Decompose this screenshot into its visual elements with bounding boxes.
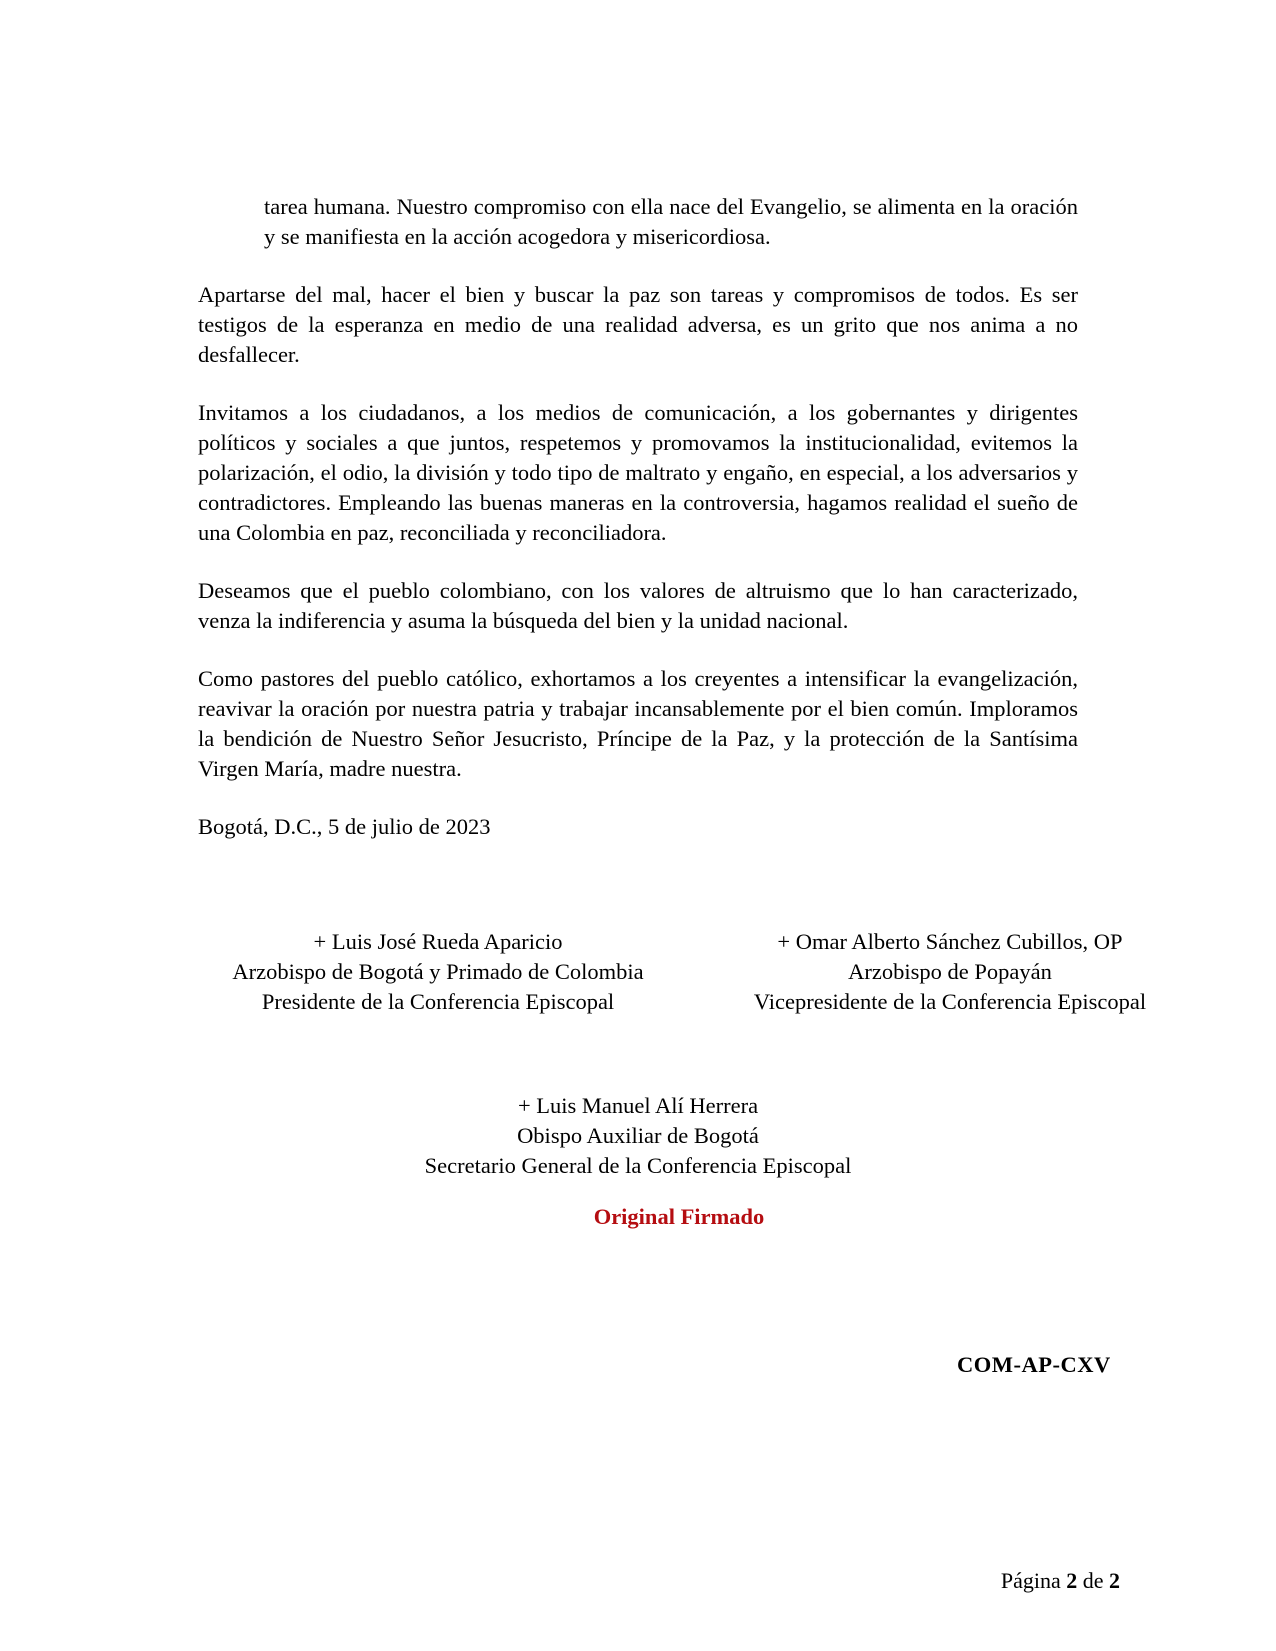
paragraph-invitamos: Invitamos a los ciudadanos, a los medios de comunicación, a los gobernantes y dirigentes políticos y sociales a que juntos, respetemos y promovamos la institucionalidad, evitemos la polarización, el odio, la división y todo tipo de maltrato y engaño, en especial, a los adversarios y contradictores. Empleando las buenas maneras en la controversia, hagamos realidad el sueño de una Colombia en paz, reconciliada y reconciliadora.	[198, 400, 1078, 545]
footer-separator: de	[1082, 1568, 1104, 1593]
signature-vicepresident	[718, 927, 1182, 1017]
signatory-name: + Omar Alberto Sánchez Cubillos, OP	[777, 929, 1123, 954]
signatory-name: + Luis Manuel Alí Herrera	[517, 1093, 759, 1118]
signatory-role: Arzobispo de Bogotá y Primado de Colombia	[232, 959, 644, 984]
footer-total-pages: 2	[1109, 1568, 1120, 1593]
original-signed-stamp: Original Firmado	[593, 1204, 765, 1229]
date-line: Bogotá, D.C., 5 de julio de 2023	[198, 814, 491, 839]
paragraph-apartarse: Apartarse del mal, hacer el bien y buscar la paz son tareas y compromisos de todos. Es ser testigos de la esperanza en medio de una realidad adversa, es un grito que nos anima a no desfallecer.	[198, 282, 1078, 367]
signature-secretary	[198, 1091, 1078, 1181]
paragraph-continuation: tarea humana. Nuestro compromiso con ella nace del Evangelio, se alimenta en la oración y se manifiesta en la acción acogedora y misericordiosa.	[264, 194, 1078, 249]
signatory-name: + Luis José Rueda Aparicio	[313, 929, 563, 954]
paragraph-como-pastores: Como pastores del pueblo católico, exhortamos a los creyentes a intensificar la evangelización, reavivar la oración por nuestra patria y trabajar incansablemente por el bien común. Imploramos la bendición de Nuestro Señor Jesucristo, Príncipe de la Paz, y la protección de la Santísima Virgen María, madre nuestra.	[198, 666, 1078, 781]
footer-current-page: 2	[1066, 1568, 1078, 1593]
paragraph-deseamos: Deseamos que el pueblo colombiano, con los valores de altruismo que lo han caracterizado, venza la indiferencia y asuma la búsqueda del bien y la unidad nacional.	[198, 578, 1078, 633]
reference-code: COM-AP-CXV	[957, 1352, 1111, 1377]
signature-president	[198, 927, 678, 1017]
signatory-role: Presidente de la Conferencia Episcopal	[261, 989, 615, 1014]
signatory-role: Obispo Auxiliar de Bogotá	[517, 1123, 759, 1148]
signature-row	[198, 927, 1147, 1017]
footer-label: Página	[1000, 1568, 1061, 1593]
page-number-footer	[1001, 1566, 1120, 1596]
signatory-role: Arzobispo de Popayán	[848, 959, 1052, 984]
signatory-role: Secretario General de la Conferencia Episcopal	[424, 1153, 852, 1178]
signatory-role: Vicepresidente de la Conferencia Episcopal	[753, 989, 1147, 1014]
